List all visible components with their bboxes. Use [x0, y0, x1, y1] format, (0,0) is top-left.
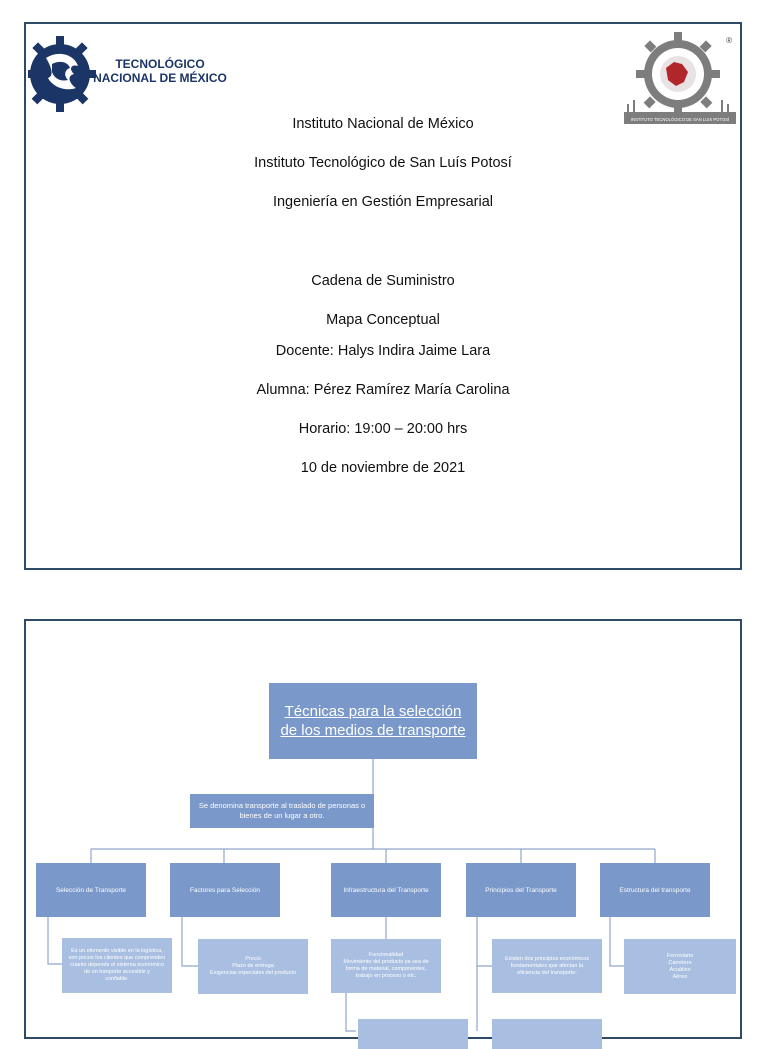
- career-name: Ingeniería en Gestión Empresarial: [272, 194, 494, 210]
- subject-name: Cadena de Suministro: [311, 273, 455, 289]
- campus-name: Instituto Tecnológico de San Luís Potosí: [254, 155, 512, 171]
- work-type: Mapa Conceptual: [326, 312, 440, 328]
- detail-factores-seleccion: Precio Plazo de entrega Exigencias especiales del producto: [198, 939, 308, 994]
- registered-mark: ®: [726, 36, 732, 45]
- seal-caption: INSTITUTO TECNOLÓGICO DE SAN LUIS POTOSÍ: [630, 117, 730, 122]
- concept-map-title: Técnicas para la selección de los medios de transporte: [269, 683, 477, 759]
- transport-definition: Se denomina transporte al traslado de personas o bienes de un lugar a otro.: [190, 794, 374, 828]
- detail-estructura: Ferroviario Carretero Acuático Aéreo: [624, 939, 736, 994]
- schedule: Horario: 19:00 – 20:00 hrs: [298, 421, 468, 437]
- concept-map-slide: [24, 619, 742, 1039]
- date: 10 de noviembre de 2021: [300, 460, 466, 476]
- student-name: Alumna: Pérez Ramírez María Carolina: [256, 382, 510, 398]
- tecnm-logo-text: TECNOLÓGICO NACIONAL DE MÉXICO: [93, 57, 227, 85]
- detail-principios: Existen dos principios económicos fundamentales que afectan la eficiencia del transporte:: [492, 939, 602, 993]
- detail-seleccion-transporte: Es un elemento visible en la logística, son pocos los clientes que comprenden cuanto depende el sistema económico de un tranporte accesible y confiable.: [62, 938, 172, 993]
- cover-slide: [24, 22, 742, 570]
- institution-name: Instituto Nacional de México: [292, 116, 474, 132]
- category-seleccion-transporte: Selección de Transporte: [36, 863, 146, 917]
- category-principios: Principios del Transporte: [466, 863, 576, 917]
- teacher-name: Docente: Halys Indira Jaime Lara: [275, 343, 491, 359]
- category-factores-seleccion: Factores para Selección: [170, 863, 280, 917]
- category-infraestructura: Infraestructura del Transporte: [331, 863, 441, 917]
- detail-infraestructura: Funcionalidad Movimiento del producto ya sea de forma de material, componentes, trabajo en proceso o etc.: [331, 939, 441, 993]
- category-estructura: Estructura del transporte: [600, 863, 710, 917]
